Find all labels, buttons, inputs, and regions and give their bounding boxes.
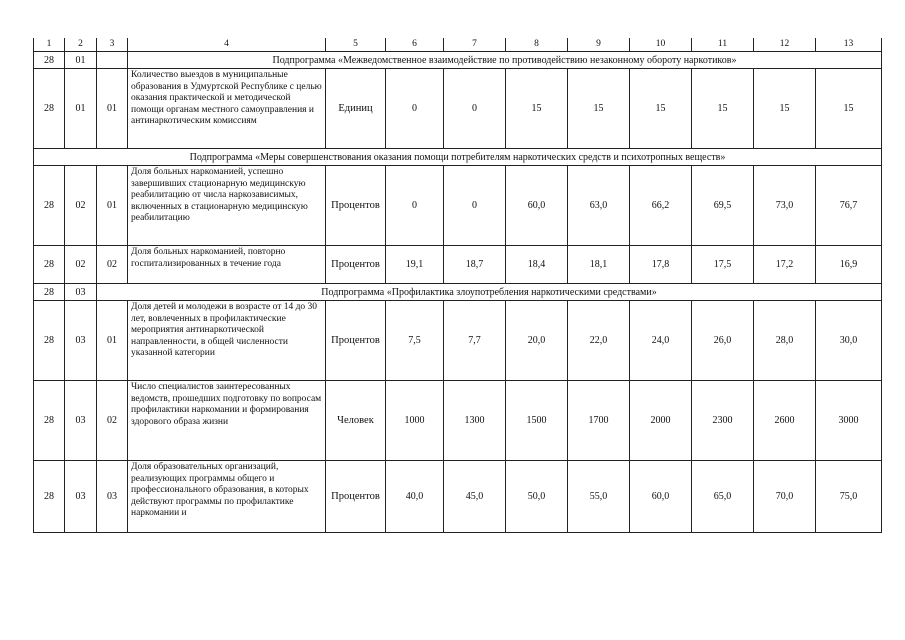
- code-cell: 02: [97, 246, 128, 284]
- value-cell: 3000: [816, 381, 882, 461]
- code-cell: 28: [34, 284, 65, 301]
- indicator-name: Доля больных наркоманией, повторно госпитализированных в течение года: [128, 246, 326, 284]
- table-row: [34, 69, 882, 149]
- value-cell: 15: [630, 69, 692, 149]
- header-cell: 9: [568, 38, 630, 52]
- subprogram-row: [34, 52, 882, 69]
- unit-cell: Процентов: [326, 246, 386, 284]
- value-cell: 50,0: [506, 461, 568, 533]
- value-cell: 22,0: [568, 301, 630, 381]
- code-cell: 03: [97, 461, 128, 533]
- value-cell: 16,9: [816, 246, 882, 284]
- value-cell: 7,7: [444, 301, 506, 381]
- value-cell: 40,0: [386, 461, 444, 533]
- value-cell: 0: [444, 69, 506, 149]
- value-cell: 1700: [568, 381, 630, 461]
- code-cell: 28: [34, 52, 65, 69]
- value-cell: 17,8: [630, 246, 692, 284]
- code-cell: 02: [97, 381, 128, 461]
- value-cell: 18,7: [444, 246, 506, 284]
- code-cell: 01: [97, 166, 128, 246]
- code-cell: 28: [34, 166, 65, 246]
- value-cell: 65,0: [692, 461, 754, 533]
- value-cell: 0: [386, 69, 444, 149]
- code-cell: 28: [34, 246, 65, 284]
- code-cell: 02: [65, 166, 97, 246]
- value-cell: 63,0: [568, 166, 630, 246]
- subprogram-title: Подпрограмма «Межведомственное взаимодействие по противодействию незаконному обороту наркотиков»: [128, 52, 882, 69]
- value-cell: 15: [816, 69, 882, 149]
- unit-cell: Человек: [326, 381, 386, 461]
- header-cell: 4: [128, 38, 326, 52]
- unit-cell: Процентов: [326, 461, 386, 533]
- indicator-name: Число специалистов заинтересованных ведомств, прошедших подготовку по вопросам профилактики наркомании и формирования здорового образа жизни: [128, 381, 326, 461]
- value-cell: 19,1: [386, 246, 444, 284]
- code-cell: 28: [34, 69, 65, 149]
- code-cell: 03: [65, 301, 97, 381]
- value-cell: 0: [444, 166, 506, 246]
- value-cell: 26,0: [692, 301, 754, 381]
- code-cell: 01: [97, 69, 128, 149]
- subprogram-row: [34, 284, 882, 301]
- value-cell: 15: [568, 69, 630, 149]
- value-cell: 15: [506, 69, 568, 149]
- subprogram-title: Подпрограмма «Меры совершенствования оказания помощи потребителям наркотических средств и психотропных веществ»: [34, 149, 882, 166]
- table-row: [34, 461, 882, 533]
- header-cell: 1: [34, 38, 65, 52]
- code-cell: 28: [34, 381, 65, 461]
- value-cell: 1000: [386, 381, 444, 461]
- value-cell: 1500: [506, 381, 568, 461]
- value-cell: 7,5: [386, 301, 444, 381]
- value-cell: 2300: [692, 381, 754, 461]
- code-cell: 01: [97, 301, 128, 381]
- value-cell: 76,7: [816, 166, 882, 246]
- value-cell: 18,1: [568, 246, 630, 284]
- code-cell: 03: [65, 461, 97, 533]
- header-row: [34, 38, 882, 52]
- unit-cell: Единиц: [326, 69, 386, 149]
- indicator-name: Количество выездов в муниципальные образования в Удмуртской Республике с целью оказания практической и методической помощи органам местного самоуправления и антинаркотическим комиссиям: [128, 69, 326, 149]
- indicator-name: Доля образовательных организаций, реализующих программы общего и профессионального образования, в которых действуют программы по профилактике наркомании и: [128, 461, 326, 533]
- value-cell: 69,5: [692, 166, 754, 246]
- code-cell: 28: [34, 301, 65, 381]
- value-cell: 24,0: [630, 301, 692, 381]
- value-cell: 15: [692, 69, 754, 149]
- code-cell: 03: [65, 284, 97, 301]
- unit-cell: Процентов: [326, 301, 386, 381]
- unit-cell: Процентов: [326, 166, 386, 246]
- value-cell: 20,0: [506, 301, 568, 381]
- value-cell: 18,4: [506, 246, 568, 284]
- subprogram-title: Подпрограмма «Профилактика злоупотребления наркотическими средствами»: [97, 284, 882, 301]
- header-cell: 2: [65, 38, 97, 52]
- value-cell: 17,5: [692, 246, 754, 284]
- header-cell: 10: [630, 38, 692, 52]
- value-cell: 55,0: [568, 461, 630, 533]
- code-cell: 03: [65, 381, 97, 461]
- value-cell: 60,0: [630, 461, 692, 533]
- value-cell: 28,0: [754, 301, 816, 381]
- value-cell: 2600: [754, 381, 816, 461]
- code-cell: 28: [34, 461, 65, 533]
- value-cell: 17,2: [754, 246, 816, 284]
- table-row: [34, 166, 882, 246]
- code-cell: 01: [65, 52, 97, 69]
- table-row: [34, 301, 882, 381]
- value-cell: 15: [754, 69, 816, 149]
- indicator-table-page: [33, 38, 881, 533]
- header-cell: 7: [444, 38, 506, 52]
- code-cell: 01: [65, 69, 97, 149]
- value-cell: 0: [386, 166, 444, 246]
- header-cell: 11: [692, 38, 754, 52]
- value-cell: 2000: [630, 381, 692, 461]
- value-cell: 1300: [444, 381, 506, 461]
- header-cell: 3: [97, 38, 128, 52]
- value-cell: 60,0: [506, 166, 568, 246]
- table-row: [34, 246, 882, 284]
- header-cell: 5: [326, 38, 386, 52]
- value-cell: 75,0: [816, 461, 882, 533]
- header-cell: 6: [386, 38, 444, 52]
- table-row: [34, 381, 882, 461]
- value-cell: 66,2: [630, 166, 692, 246]
- value-cell: 73,0: [754, 166, 816, 246]
- indicator-table: [33, 38, 882, 533]
- value-cell: 70,0: [754, 461, 816, 533]
- code-cell: 02: [65, 246, 97, 284]
- indicator-name: Доля больных наркоманией, успешно завершивших стационарную медицинскую реабилитацию от числа наркозависимых, включенных в стационарную медицинскую реабилитацию: [128, 166, 326, 246]
- header-cell: 12: [754, 38, 816, 52]
- header-cell: 8: [506, 38, 568, 52]
- header-cell: 13: [816, 38, 882, 52]
- value-cell: 30,0: [816, 301, 882, 381]
- value-cell: 45,0: [444, 461, 506, 533]
- subprogram-row: [34, 149, 882, 166]
- indicator-name: Доля детей и молодежи в возрасте от 14 до 30 лет, вовлеченных в профилактические мероприятия антинаркотической направленности, в общей численности указанной категории: [128, 301, 326, 381]
